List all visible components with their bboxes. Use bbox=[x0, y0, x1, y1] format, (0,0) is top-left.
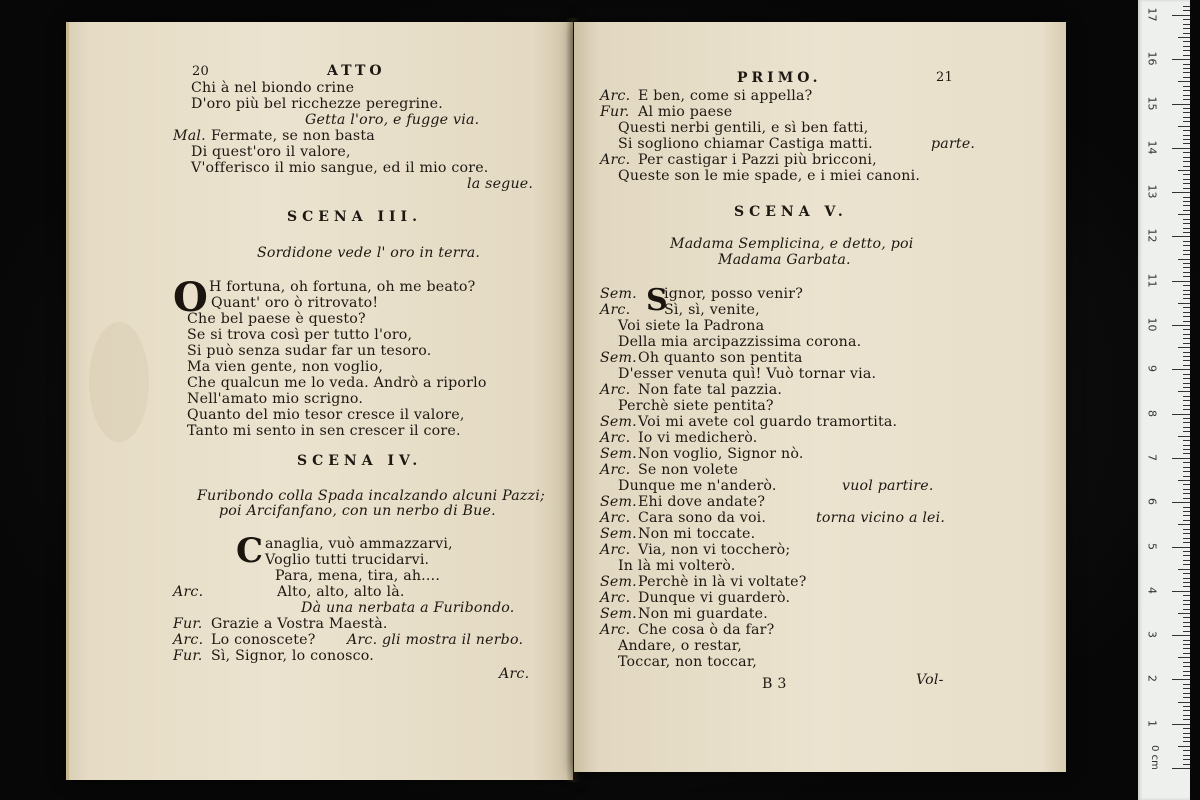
left-catchword: Arc. bbox=[499, 666, 530, 682]
ruler-tick bbox=[1183, 290, 1190, 291]
ruler-tick bbox=[1183, 533, 1190, 534]
ruler-tick bbox=[1183, 135, 1190, 136]
ruler-tick bbox=[1183, 582, 1190, 583]
ruler-tick bbox=[1183, 223, 1190, 224]
scene-3-direction: Sordidone vede l' oro in terra. bbox=[257, 245, 481, 261]
ruler-tick bbox=[1178, 126, 1190, 127]
ruler-unit: 0 cm bbox=[1148, 745, 1160, 770]
ruler-tick bbox=[1183, 338, 1190, 339]
speaker-label: Sem. bbox=[600, 446, 637, 462]
ruler-tick bbox=[1183, 684, 1190, 685]
verse-line: E ben, come si appella? bbox=[638, 88, 813, 104]
ruler-tick bbox=[1172, 59, 1190, 60]
ruler-tick bbox=[1172, 325, 1190, 326]
ruler-tick bbox=[1183, 418, 1190, 419]
ruler-tick bbox=[1183, 329, 1190, 330]
ruler-tick bbox=[1178, 303, 1190, 304]
ruler-number: 11 bbox=[1145, 273, 1159, 288]
ruler-tick bbox=[1183, 755, 1190, 756]
ruler-number: 17 bbox=[1145, 7, 1159, 22]
ruler-tick bbox=[1183, 617, 1190, 618]
right-running-head: PRIMO. bbox=[737, 70, 822, 86]
ruler-tick bbox=[1183, 46, 1190, 47]
ruler-tick bbox=[1183, 440, 1190, 441]
ruler-number: 14 bbox=[1145, 140, 1159, 155]
verse-line: Oh quanto son pentita bbox=[638, 350, 803, 366]
ruler-tick bbox=[1183, 99, 1190, 100]
ruler-tick bbox=[1178, 657, 1190, 658]
ruler-tick bbox=[1178, 259, 1190, 260]
ruler-tick bbox=[1178, 524, 1190, 525]
stage-direction: Getta l'oro, e fugge via. bbox=[305, 112, 480, 128]
ruler-tick bbox=[1178, 37, 1190, 38]
ruler-number: 9 bbox=[1145, 365, 1159, 373]
ruler-tick bbox=[1183, 95, 1190, 96]
ruler-tick bbox=[1183, 555, 1190, 556]
scene-5-second-line: Sì, sì, venite, bbox=[664, 302, 760, 318]
verse-line: Nell'amato mio scrigno. bbox=[187, 391, 364, 407]
ruler-tick bbox=[1183, 764, 1190, 765]
ruler-number: 5 bbox=[1145, 542, 1159, 550]
stage-direction: Dà una nerbata a Furibondo. bbox=[301, 600, 515, 616]
ruler-tick bbox=[1172, 502, 1190, 503]
speaker-label: Arc. bbox=[600, 542, 631, 558]
left-running-head: ATTO bbox=[327, 63, 386, 79]
scene-5-dropcap: S bbox=[646, 283, 668, 318]
ruler-tick bbox=[1183, 33, 1190, 34]
ruler-tick bbox=[1172, 591, 1190, 592]
ruler-tick bbox=[1178, 746, 1190, 747]
ruler-tick bbox=[1183, 759, 1190, 760]
ruler-tick bbox=[1183, 210, 1190, 211]
ruler-tick bbox=[1183, 542, 1190, 543]
scene-3-dropcap: O bbox=[173, 274, 208, 321]
ruler-tick bbox=[1183, 578, 1190, 579]
ruler-tick bbox=[1183, 228, 1190, 229]
scene-4-direction-1: Furibondo colla Spada incalzando alcuni Pazzi; bbox=[197, 488, 545, 504]
ruler-tick bbox=[1183, 710, 1190, 711]
ruler-tick bbox=[1183, 409, 1190, 410]
speaker-label: Arc. bbox=[600, 152, 631, 168]
ruler-tick bbox=[1183, 250, 1190, 251]
signature-mark: B 3 bbox=[762, 676, 787, 692]
measuring-ruler bbox=[1138, 0, 1190, 800]
ruler-tick bbox=[1183, 219, 1190, 220]
stage-direction: la segue. bbox=[467, 176, 534, 192]
ruler-tick bbox=[1183, 728, 1190, 729]
speaker-label: Sem. bbox=[600, 494, 637, 510]
ruler-tick bbox=[1183, 631, 1190, 632]
verse-line: D'esser venuta quì! Vuò tornar via. bbox=[618, 366, 877, 382]
ruler-tick bbox=[1183, 179, 1190, 180]
verse-line: Che cosa ò da far? bbox=[638, 622, 775, 638]
ruler-tick bbox=[1178, 214, 1190, 215]
scene-5-direction-1: Madama Semplicina, e detto, poi bbox=[670, 236, 914, 252]
speaker-label: Arc. bbox=[600, 590, 631, 606]
verse-line: Voglio tutti trucidarvi. bbox=[265, 552, 430, 568]
ruler-tick bbox=[1183, 449, 1190, 450]
verse-line: In là mi volterò. bbox=[618, 558, 736, 574]
speaker-label: Mal. bbox=[173, 128, 206, 144]
scene-5-heading: SCENA V. bbox=[734, 204, 848, 220]
right-catchword: Vol- bbox=[916, 672, 944, 688]
speaker-label: Arc. bbox=[600, 510, 631, 526]
ruler-tick bbox=[1183, 648, 1190, 649]
ruler-tick bbox=[1183, 378, 1190, 379]
ruler-tick bbox=[1183, 117, 1190, 118]
ruler-tick bbox=[1183, 422, 1190, 423]
ruler-tick bbox=[1172, 547, 1190, 548]
ruler-tick bbox=[1183, 24, 1190, 25]
ruler-tick bbox=[1172, 192, 1190, 193]
verse-line: Al mio paese bbox=[638, 104, 733, 120]
verse-line: Questi nerbi gentili, e sì ben fatti, bbox=[618, 120, 869, 136]
ruler-tick bbox=[1172, 104, 1190, 105]
ruler-tick bbox=[1183, 644, 1190, 645]
scene-4-direction-2: poi Arcifanfano, con un nerbo di Bue. bbox=[219, 503, 496, 519]
ruler-tick bbox=[1183, 604, 1190, 605]
ruler-tick bbox=[1183, 560, 1190, 561]
ruler-tick bbox=[1183, 121, 1190, 122]
ruler-tick bbox=[1183, 697, 1190, 698]
ruler-tick bbox=[1172, 635, 1190, 636]
ruler-tick bbox=[1172, 768, 1190, 769]
ruler-tick bbox=[1183, 174, 1190, 175]
ruler-tick bbox=[1183, 445, 1190, 446]
verse-line: V'offerisco il mio sangue, ed il mio core. bbox=[191, 160, 489, 176]
verse-line: Cara sono da voi. bbox=[638, 510, 767, 526]
ruler-tick bbox=[1183, 356, 1190, 357]
arc-direction-2: Arc. gli mostra il nerbo. bbox=[347, 632, 524, 648]
ruler-tick bbox=[1183, 595, 1190, 596]
ruler-tick bbox=[1183, 471, 1190, 472]
ruler-tick bbox=[1172, 148, 1190, 149]
verse-line: Non voglio, Signor nò. bbox=[638, 446, 804, 462]
ruler-tick bbox=[1183, 86, 1190, 87]
fur-speaker-2: Fur. bbox=[173, 648, 203, 664]
verse-line: Quanto del mio tesor cresce il valore, bbox=[187, 407, 465, 423]
speaker-label: Sem. bbox=[600, 526, 637, 542]
ruler-tick bbox=[1183, 157, 1190, 158]
ruler-tick bbox=[1183, 365, 1190, 366]
ruler-tick bbox=[1183, 254, 1190, 255]
paper-stain bbox=[89, 322, 149, 442]
ruler-number: 15 bbox=[1145, 96, 1159, 110]
verse-line: Se si trova così per tutto l'oro, bbox=[187, 327, 413, 343]
ruler-tick bbox=[1183, 374, 1190, 375]
verse-line: Perchè in là vi voltate? bbox=[638, 574, 807, 590]
ruler-number: 1 bbox=[1145, 719, 1159, 727]
ruler-tick bbox=[1183, 586, 1190, 587]
verse-line: Fermate, se non basta bbox=[211, 128, 375, 144]
ruler-tick bbox=[1183, 551, 1190, 552]
ruler-tick bbox=[1183, 653, 1190, 654]
verse-line: Para, mena, tira, ah.... bbox=[275, 568, 441, 584]
ruler-tick bbox=[1183, 201, 1190, 202]
ruler-tick bbox=[1183, 312, 1190, 313]
ruler-tick bbox=[1183, 484, 1190, 485]
ruler-tick bbox=[1183, 72, 1190, 73]
ruler-number: 13 bbox=[1145, 184, 1159, 199]
scene-4-heading: SCENA IV. bbox=[297, 453, 423, 469]
ruler-tick bbox=[1183, 285, 1190, 286]
ruler-tick bbox=[1183, 68, 1190, 69]
verse-line: Dunque vi guarderò. bbox=[638, 590, 791, 606]
ruler-tick bbox=[1183, 405, 1190, 406]
ruler-tick bbox=[1183, 205, 1190, 206]
verse-line: Se non volete bbox=[638, 462, 739, 478]
speaker-label: Fur. bbox=[600, 104, 630, 120]
speaker-label: Arc. bbox=[600, 430, 631, 446]
ruler-tick bbox=[1183, 515, 1190, 516]
ruler-tick bbox=[1183, 241, 1190, 242]
ruler-number: 16 bbox=[1145, 51, 1159, 66]
ruler-tick bbox=[1183, 64, 1190, 65]
verse-line: Tanto mi sento in sen crescer il core. bbox=[187, 423, 461, 439]
ruler-tick bbox=[1183, 467, 1190, 468]
speaker-label: Sem. bbox=[600, 574, 637, 590]
verse-line: Andare, o restar, bbox=[618, 638, 742, 654]
ruler-tick bbox=[1178, 702, 1190, 703]
ruler-tick bbox=[1183, 360, 1190, 361]
right-page bbox=[574, 22, 1066, 772]
ruler-tick bbox=[1183, 622, 1190, 623]
ruler-tick bbox=[1178, 81, 1190, 82]
ruler-tick bbox=[1183, 232, 1190, 233]
ruler-tick bbox=[1178, 480, 1190, 481]
arc-speaker-2: Arc. bbox=[173, 632, 204, 648]
fur-line-1: Grazie a Vostra Maestà. bbox=[211, 616, 388, 632]
verse-line: Della mia arcipazzissima corona. bbox=[618, 334, 862, 350]
ruler-tick bbox=[1183, 453, 1190, 454]
ruler-tick bbox=[1178, 391, 1190, 392]
ruler-tick bbox=[1183, 183, 1190, 184]
ruler-tick bbox=[1183, 166, 1190, 167]
verse-line: Che bel paese è questo? bbox=[187, 311, 366, 327]
scene-5-first-speaker: Sem. bbox=[600, 286, 637, 302]
ruler-tick bbox=[1183, 130, 1190, 131]
ruler-tick bbox=[1183, 352, 1190, 353]
ruler-number: 12 bbox=[1145, 228, 1159, 243]
ruler-tick bbox=[1183, 538, 1190, 539]
ruler-tick bbox=[1183, 10, 1190, 11]
arc-speaker: Arc. bbox=[173, 584, 204, 600]
ruler-tick bbox=[1183, 662, 1190, 663]
ruler-tick bbox=[1183, 245, 1190, 246]
exit-direction: parte. bbox=[931, 136, 976, 152]
ruler-tick bbox=[1183, 600, 1190, 601]
verse-line: D'oro più bel ricchezze peregrine. bbox=[191, 96, 443, 112]
ruler-tick bbox=[1183, 715, 1190, 716]
ruler-tick bbox=[1183, 77, 1190, 78]
ruler-tick bbox=[1183, 90, 1190, 91]
ruler-tick bbox=[1183, 706, 1190, 707]
verse-line: Non fate tal pazzia. bbox=[638, 382, 783, 398]
ruler-tick bbox=[1172, 414, 1190, 415]
left-page bbox=[66, 22, 573, 780]
ruler-tick bbox=[1183, 28, 1190, 29]
right-page-number: 21 bbox=[936, 70, 953, 85]
scene-5-second-speaker: Arc. bbox=[600, 302, 631, 318]
aside-torna-vicino: torna vicino a lei. bbox=[816, 510, 946, 526]
speaker-label: Sem. bbox=[600, 350, 637, 366]
ruler-tick bbox=[1183, 733, 1190, 734]
ruler-tick bbox=[1183, 307, 1190, 308]
ruler-tick bbox=[1183, 316, 1190, 317]
ruler-tick bbox=[1172, 458, 1190, 459]
ruler-tick bbox=[1183, 693, 1190, 694]
ruler-tick bbox=[1183, 671, 1190, 672]
verse-line: Per castigar i Pazzi più bricconi, bbox=[638, 152, 877, 168]
ruler-number: 4 bbox=[1145, 586, 1159, 594]
speaker-label: Arc. bbox=[600, 622, 631, 638]
verse-line: Non mi toccate. bbox=[638, 526, 756, 542]
ruler-tick bbox=[1183, 321, 1190, 322]
aside-vuol-partire: vuol partire. bbox=[842, 478, 934, 494]
fur-speaker-1: Fur. bbox=[173, 616, 203, 632]
arc-line-2: Lo conoscete? bbox=[211, 632, 316, 648]
ruler-tick bbox=[1172, 15, 1190, 16]
ruler-tick bbox=[1183, 400, 1190, 401]
verse-line: Ma vien gente, non voglio, bbox=[187, 359, 384, 375]
ruler-number: 6 bbox=[1145, 498, 1159, 506]
ruler-tick bbox=[1183, 161, 1190, 162]
verse-line: Queste son le mie spade, e i miei canoni. bbox=[618, 168, 921, 184]
ruler-tick bbox=[1178, 569, 1190, 570]
ruler-tick bbox=[1172, 236, 1190, 237]
ruler-tick bbox=[1183, 272, 1190, 273]
verse-line: Dunque me n'anderò. bbox=[618, 478, 777, 494]
ruler-tick bbox=[1183, 19, 1190, 20]
ruler-number: 7 bbox=[1145, 453, 1159, 461]
ruler-number: 8 bbox=[1145, 409, 1159, 417]
verse-line: anaglia, vuò ammazzarvi, bbox=[265, 536, 453, 552]
ruler-tick bbox=[1183, 267, 1190, 268]
ruler-tick bbox=[1183, 343, 1190, 344]
verse-line: Che qualcun me lo veda. Andrò a riporlo bbox=[187, 375, 487, 391]
ruler-tick bbox=[1183, 139, 1190, 140]
ruler-tick bbox=[1183, 750, 1190, 751]
ruler-tick bbox=[1183, 427, 1190, 428]
ruler-tick bbox=[1183, 719, 1190, 720]
verse-line: Non mi guardate. bbox=[638, 606, 768, 622]
verse-line: Voi mi avete col guardo tramortita. bbox=[638, 414, 898, 430]
ruler-tick bbox=[1183, 573, 1190, 574]
verse-line: Voi siete la Padrona bbox=[618, 318, 765, 334]
ruler-tick bbox=[1178, 436, 1190, 437]
ruler-tick bbox=[1183, 152, 1190, 153]
ruler-tick bbox=[1183, 507, 1190, 508]
ruler-tick bbox=[1178, 613, 1190, 614]
speaker-label: Sem. bbox=[600, 606, 637, 622]
ruler-tick bbox=[1183, 294, 1190, 295]
ruler-number: 10 bbox=[1145, 317, 1159, 332]
verse-line: Ehi dove andate? bbox=[638, 494, 766, 510]
ruler-tick bbox=[1183, 50, 1190, 51]
ruler-tick bbox=[1183, 529, 1190, 530]
ruler-tick bbox=[1183, 498, 1190, 499]
ruler-tick bbox=[1183, 112, 1190, 113]
ruler-tick bbox=[1172, 679, 1190, 680]
ruler-tick bbox=[1183, 737, 1190, 738]
ruler-tick bbox=[1183, 489, 1190, 490]
ruler-tick bbox=[1183, 387, 1190, 388]
ruler-tick bbox=[1183, 462, 1190, 463]
verse-line: Io vi medicherò. bbox=[638, 430, 758, 446]
scene-5-first-line: ignor, posso venir? bbox=[664, 286, 804, 302]
verse-line: H fortuna, oh fortuna, oh me beato? bbox=[209, 279, 476, 295]
speaker-label: Arc. bbox=[600, 88, 631, 104]
ruler-tick bbox=[1183, 476, 1190, 477]
ruler-tick bbox=[1172, 724, 1190, 725]
ruler-tick bbox=[1183, 688, 1190, 689]
ruler-tick bbox=[1183, 383, 1190, 384]
verse-line: Quant' oro ò ritrovato! bbox=[211, 295, 379, 311]
ruler-tick bbox=[1183, 396, 1190, 397]
ruler-number: 2 bbox=[1145, 675, 1159, 683]
ruler-tick bbox=[1178, 170, 1190, 171]
speaker-label: Sem. bbox=[600, 414, 637, 430]
speaker-label: Arc. bbox=[600, 382, 631, 398]
arc-line: Alto, alto, alto là. bbox=[277, 584, 405, 600]
ruler-tick bbox=[1172, 369, 1190, 370]
ruler-tick bbox=[1183, 263, 1190, 264]
ruler-tick bbox=[1172, 281, 1190, 282]
ruler-number: 3 bbox=[1145, 631, 1159, 639]
verse-line: Si sogliono chiamar Castiga matti. bbox=[618, 136, 873, 152]
ruler-tick bbox=[1183, 41, 1190, 42]
ruler-tick bbox=[1183, 675, 1190, 676]
scene-3-heading: SCENA III. bbox=[287, 209, 422, 225]
ruler-tick bbox=[1183, 626, 1190, 627]
ruler-tick bbox=[1183, 640, 1190, 641]
ruler-tick bbox=[1183, 564, 1190, 565]
ruler-tick bbox=[1183, 334, 1190, 335]
scene-5-direction-2: Madama Garbata. bbox=[718, 252, 851, 268]
ruler-tick bbox=[1183, 666, 1190, 667]
ruler-tick bbox=[1183, 511, 1190, 512]
verse-line: Chi à nel biondo crine bbox=[191, 80, 355, 96]
ruler-tick bbox=[1183, 143, 1190, 144]
fur-line-2: Sì, Signor, lo conosco. bbox=[211, 648, 374, 664]
ruler-tick bbox=[1183, 431, 1190, 432]
verse-line: Di quest'oro il valore, bbox=[191, 144, 351, 160]
left-page-number: 20 bbox=[192, 64, 209, 79]
ruler-tick bbox=[1183, 520, 1190, 521]
verse-line: Via, non vi toccherò; bbox=[638, 542, 791, 558]
ruler-tick bbox=[1183, 197, 1190, 198]
ruler-tick bbox=[1183, 55, 1190, 56]
ruler-tick bbox=[1183, 298, 1190, 299]
verse-line: Perchè siete pentita? bbox=[618, 398, 774, 414]
verse-line: Toccar, non toccar, bbox=[618, 654, 757, 670]
ruler-tick bbox=[1183, 741, 1190, 742]
verse-line: Si può senza sudar far un tesoro. bbox=[187, 343, 432, 359]
speaker-label: Arc. bbox=[600, 462, 631, 478]
ruler-tick bbox=[1183, 6, 1190, 7]
ruler-tick bbox=[1178, 347, 1190, 348]
ruler-tick bbox=[1183, 609, 1190, 610]
ruler-tick bbox=[1183, 108, 1190, 109]
scene-4-dropcap: C bbox=[236, 531, 264, 571]
ruler-tick bbox=[1183, 493, 1190, 494]
ruler-tick bbox=[1183, 276, 1190, 277]
ruler-tick bbox=[1183, 188, 1190, 189]
